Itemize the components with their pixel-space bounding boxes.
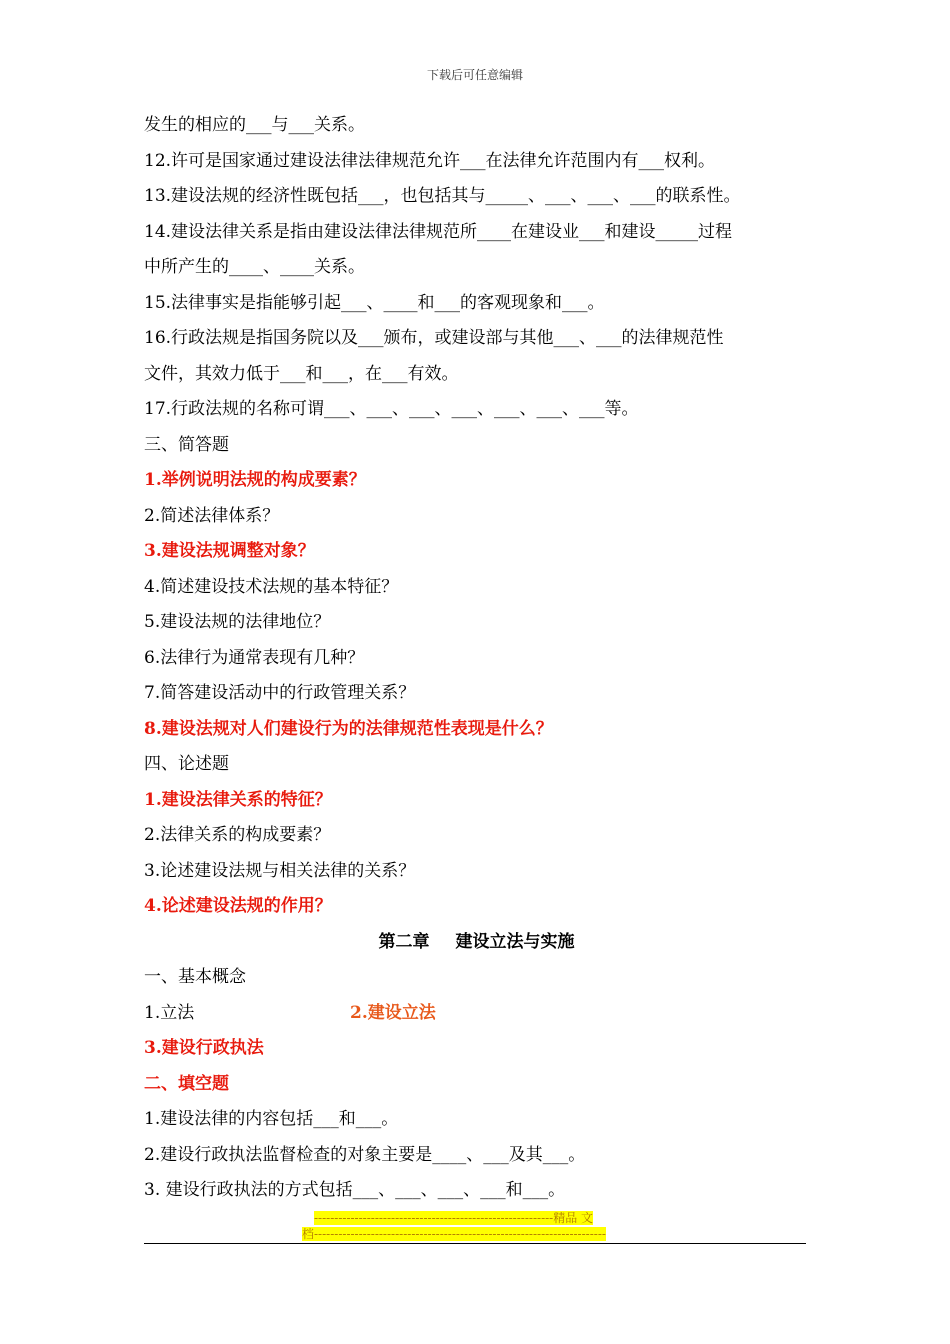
footer-rule: [144, 1243, 806, 1244]
text-line: 13.建设法规的经济性既包括___，也包括其与_____、___、___、___的联系性。: [144, 186, 741, 206]
question: 5.建设法规的法律地位？: [144, 612, 331, 632]
question: 4.简述建设技术法规的基本特征？: [144, 576, 399, 597]
text-line: 15.法律事实是指能够引起___、____和___的客观现象和___。: [144, 292, 605, 313]
chapter-title: [144, 925, 809, 961]
text-line: 发生的相应的___与___关系。: [144, 115, 365, 135]
section-heading: 四、论述题: [144, 754, 229, 774]
question: 2.法律关系的构成要素？: [144, 825, 331, 845]
question: 1.建设法律的内容包括___和___。: [144, 1109, 399, 1129]
concept-row: [144, 996, 809, 1032]
page-header: 下载后可任意编辑: [426, 68, 523, 82]
text-line: 17.行政法规的名称可谓___、___、___、___、___、___、___等。: [144, 399, 639, 419]
section-heading: 一、基本概念: [144, 967, 246, 987]
chapter-name: 建设立法与实施: [455, 931, 575, 952]
question: 2.建设行政执法监督检查的对象主要是____、___及其___。: [144, 1144, 586, 1165]
section-heading: 三、简答题: [144, 434, 229, 455]
footer-line-2: 档------------------------------------------------------------------------: [302, 1227, 606, 1241]
question: 3.论述建设法规与相关法律的关系？: [144, 860, 416, 881]
question-highlighted: 8.建设法规对人们建设行为的法律规范性表现是什么？: [144, 718, 553, 739]
concept-item-highlighted: 2.建设立法: [350, 1002, 436, 1023]
document-body: [144, 108, 809, 1209]
concept-item: 1.立法: [144, 1002, 195, 1023]
question: 2.简述法律体系？: [144, 505, 280, 526]
question-highlighted: 3.建设法规调整对象？: [144, 541, 315, 561]
text-line: 14.建设法律关系是指由建设法律法律规范所____在建设业___和建设_____过程: [144, 221, 733, 242]
question: 7.简答建设活动中的行政管理关系？: [144, 683, 416, 703]
text-line: 文件，其效力低于___和___，在___有效。: [144, 363, 459, 384]
footer-line-1: -----------------------------------------------------------精品 文: [314, 1211, 594, 1225]
text-line: 16.行政法规是指国务院以及___颁布，或建设部与其他___、___的法律规范性: [144, 328, 724, 348]
question-highlighted: 1.建设法律关系的特征？: [144, 789, 332, 810]
section-heading-highlighted: 二、填空题: [144, 1073, 229, 1094]
question-highlighted: 1.举例说明法规的构成要素？: [144, 470, 366, 490]
question: 6.法律行为通常表现有几种？: [144, 647, 365, 668]
concept-item-highlighted: 3.建设行政执法: [144, 1038, 264, 1058]
text-line: 中所产生的____、____关系。: [144, 257, 365, 277]
question: 3. 建设行政执法的方式包括___、___、___、___和___。: [144, 1180, 566, 1200]
text-line: 12.许可是国家通过建设法律法律规范允许___在法律允许范围内有___权利。: [144, 150, 716, 171]
footer-watermark: [302, 1210, 648, 1242]
chapter-number: 第二章: [378, 931, 430, 952]
question-highlighted: 4.论述建设法规的作用？: [144, 896, 332, 916]
